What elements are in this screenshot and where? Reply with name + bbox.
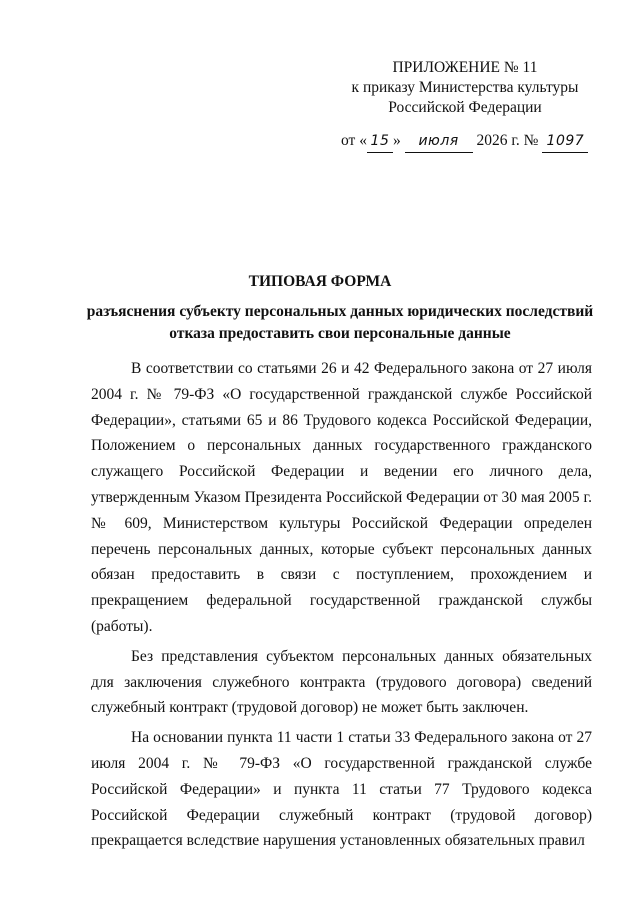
document-title: ТИПОВАЯ ФОРМА — [248, 273, 392, 290]
order-day: 15 — [367, 130, 393, 153]
appendix-order-ref: к приказу Министерства культуры — [351, 79, 579, 96]
document-subtitle: разъяснения субъекту персональных данных юридических последствий отказа предоставить свои персональные данные — [86, 303, 594, 342]
appendix-title: ПРИЛОЖЕНИЕ № 11 — [392, 59, 538, 76]
document-body — [91, 356, 592, 858]
paragraph: Без представления субъектом персональных данных обязательных для заключения служебного контракта (трудового договора) сведений служебный контракт (трудовой договор) не может быть заключен. — [91, 647, 592, 717]
order-year: 2026 г. № — [472, 132, 543, 149]
order-prefix: от « — [341, 132, 367, 149]
order-date-line — [341, 130, 601, 153]
order-month: июля — [405, 130, 473, 153]
order-sep: » — [392, 132, 405, 149]
appendix-order-ref-2: Российской Федерации — [388, 99, 542, 116]
appendix-block — [335, 58, 595, 118]
paragraph: В соответствии со статьями 26 и 42 Федерального закона от 27 июля 2004 г. № 79-ФЗ «О государственной гражданской службе Российской Федерации», статьями 65 и 86 Трудового кодекса Российской Федерации, Положением о персональных данных государственного гражданского служащего Российской Федерации и ведении его личного дела, утвержденным Указом Президента Российской Федерации от 30 мая 2005 г. № 609, Министерством культуры Российской Федерации определен перечень персональных данных, которые субъект персональных данных обязан предоставить в связи с поступлением, прохождением и прекращением федеральной государственной гражданской службы (работы). — [91, 360, 592, 635]
paragraph: На основании пункта 11 части 1 статьи 33 Федерального закона от 27 июля 2004 г. № 79-ФЗ «О государственной гражданской службе Российской Федерации» и пункта 11 статьи 77 Трудового кодекса Российской Федерации служебный контракт (трудовой договор) прекращается вследствие нарушения установленных обязательных правил — [91, 729, 592, 850]
order-number: 1097 — [542, 130, 588, 153]
